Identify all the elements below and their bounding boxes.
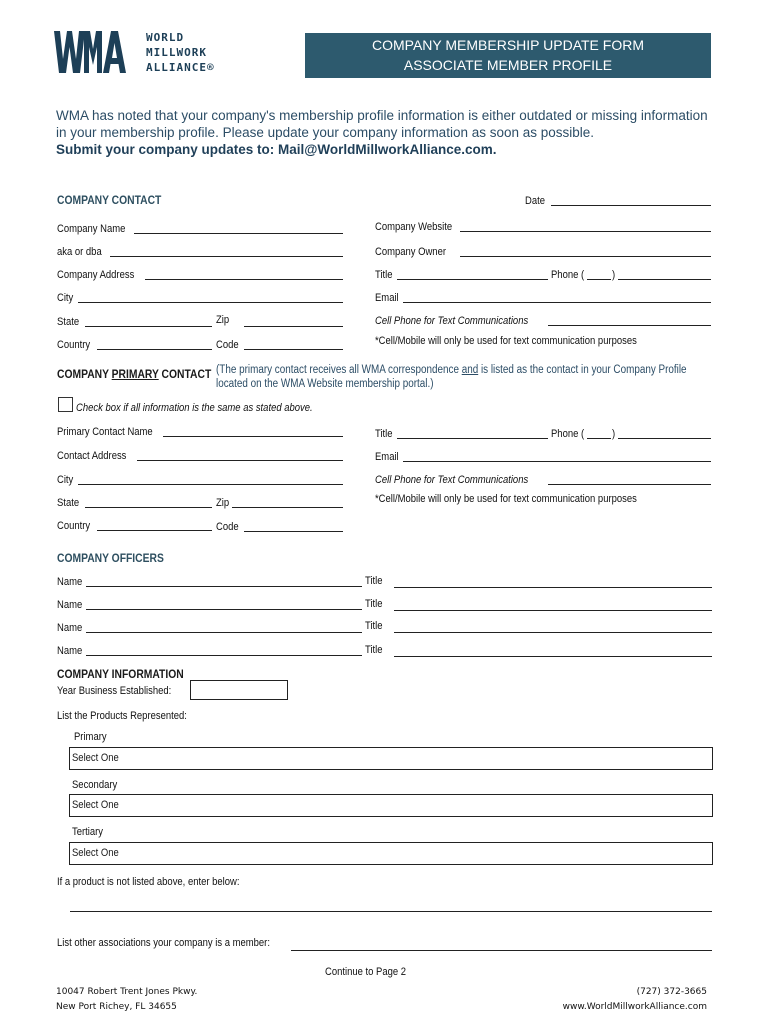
officer-3-name-field[interactable] bbox=[86, 632, 362, 633]
company-address-field[interactable] bbox=[145, 279, 343, 280]
company-owner-field[interactable] bbox=[460, 256, 711, 257]
logo-line-2: MILLWORK bbox=[146, 46, 207, 59]
title-label: Title bbox=[375, 269, 393, 281]
company-name-field[interactable] bbox=[134, 233, 343, 234]
footer-phone: (727) 372-3665 bbox=[636, 987, 707, 997]
date-field[interactable] bbox=[551, 205, 711, 206]
secondary-product-label: Secondary bbox=[72, 779, 118, 791]
submit-instructions: Submit your company updates to: Mail@WorldMillworkAlliance.com. bbox=[56, 142, 497, 157]
same-info-checkbox[interactable] bbox=[58, 397, 73, 412]
pc-email-field[interactable] bbox=[403, 461, 711, 462]
email-field[interactable] bbox=[403, 302, 711, 303]
company-contact-heading: COMPANY CONTACT bbox=[57, 193, 162, 207]
primary-product-label: Primary bbox=[74, 731, 107, 743]
pc-title-field[interactable] bbox=[397, 438, 548, 439]
footer-contact bbox=[530, 985, 707, 1015]
phone-area-code-field[interactable] bbox=[587, 279, 611, 280]
pc-cell-phone-field[interactable] bbox=[548, 484, 711, 485]
secondary-product-select[interactable] bbox=[69, 794, 713, 817]
country-field[interactable] bbox=[97, 349, 212, 350]
not-listed-field[interactable] bbox=[70, 911, 712, 912]
state-field[interactable] bbox=[85, 326, 212, 327]
primary-select-value: Select One bbox=[72, 752, 119, 764]
primary-heading-c: CONTACT bbox=[158, 367, 212, 381]
tertiary-product-select[interactable] bbox=[69, 842, 713, 865]
same-info-label: Check box if all information is the same as stated above. bbox=[76, 402, 313, 414]
company-address-label: Company Address bbox=[57, 269, 135, 281]
pc-title-label: Title bbox=[375, 428, 393, 440]
officer-1-title-field[interactable] bbox=[394, 587, 712, 588]
officer-2-title-label: Title bbox=[365, 598, 383, 610]
primary-contact-name-field[interactable] bbox=[163, 436, 343, 437]
officer-2-name-field[interactable] bbox=[86, 609, 362, 610]
wma-logo-icon bbox=[54, 31, 126, 73]
officer-1-name-label: Name bbox=[57, 576, 83, 588]
intro-text bbox=[56, 107, 716, 158]
pc-city-label: City bbox=[57, 474, 74, 486]
footer-address bbox=[56, 985, 197, 1015]
form-title-banner bbox=[305, 33, 711, 78]
continue-label: Continue to Page 2 bbox=[325, 966, 407, 978]
phone-paren: ) bbox=[612, 269, 616, 281]
officer-1-title-label: Title bbox=[365, 575, 383, 587]
note-a: (The primary contact receives all WMA correspondence bbox=[216, 364, 462, 376]
pc-city-field[interactable] bbox=[78, 484, 343, 485]
pc-phone-paren: ) bbox=[612, 428, 616, 440]
tertiary-product-label: Tertiary bbox=[72, 826, 104, 838]
not-listed-label: If a product is not listed above, enter below: bbox=[57, 876, 240, 888]
pc-state-label: State bbox=[57, 497, 80, 509]
city-field[interactable] bbox=[78, 302, 343, 303]
company-officers-heading: COMPANY OFFICERS bbox=[57, 551, 164, 565]
associations-field[interactable] bbox=[291, 950, 712, 951]
pc-zip-field[interactable] bbox=[232, 507, 343, 508]
zip-label: Zip bbox=[216, 314, 230, 326]
pc-state-field[interactable] bbox=[85, 507, 212, 508]
officer-4-name-field[interactable] bbox=[86, 655, 362, 656]
cell-phone-label: Cell Phone for Text Communications bbox=[375, 315, 529, 327]
zip-field[interactable] bbox=[244, 326, 343, 327]
company-name-label: Company Name bbox=[57, 223, 126, 235]
officer-2-name-label: Name bbox=[57, 599, 83, 611]
state-label: State bbox=[57, 316, 80, 328]
date-label: Date bbox=[525, 195, 545, 207]
code-label: Code bbox=[216, 339, 239, 351]
year-established-input[interactable] bbox=[190, 680, 288, 700]
primary-contact-note-2: located on the WMA Website membership portal.) bbox=[216, 378, 434, 390]
officer-1-name-field[interactable] bbox=[86, 586, 362, 587]
pc-cell-note: *Cell/Mobile will only be used for text communication purposes bbox=[375, 493, 637, 505]
primary-heading-a: COMPANY bbox=[57, 367, 112, 381]
pc-email-label: Email bbox=[375, 451, 399, 463]
cell-note: *Cell/Mobile will only be used for text communication purposes bbox=[375, 335, 637, 347]
pc-phone-field[interactable] bbox=[618, 438, 711, 439]
aka-field[interactable] bbox=[110, 256, 343, 257]
pc-code-label: Code bbox=[216, 521, 239, 533]
primary-product-select[interactable] bbox=[69, 747, 713, 770]
pc-phone-label: Phone ( bbox=[551, 428, 585, 440]
footer-website[interactable]: www.WorldMillworkAlliance.com bbox=[562, 1002, 707, 1012]
officer-4-title-label: Title bbox=[365, 644, 383, 656]
tertiary-select-value: Select One bbox=[72, 847, 119, 859]
cell-phone-field[interactable] bbox=[548, 325, 711, 326]
logo-line-3: ALLIANCE® bbox=[146, 61, 215, 74]
wma-logo-text bbox=[146, 30, 215, 75]
country-label: Country bbox=[57, 339, 91, 351]
pc-phone-area-code-field[interactable] bbox=[587, 438, 611, 439]
pc-country-label: Country bbox=[57, 520, 91, 532]
pc-country-field[interactable] bbox=[97, 530, 212, 531]
address-line-1: 10047 Robert Trent Jones Pkwy. bbox=[56, 987, 198, 997]
primary-contact-note bbox=[216, 364, 687, 376]
aka-label: aka or dba bbox=[57, 246, 102, 258]
year-established-label: Year Business Established: bbox=[57, 685, 172, 697]
title-field[interactable] bbox=[397, 279, 548, 280]
primary-contact-name-label: Primary Contact Name bbox=[57, 426, 153, 438]
officer-4-title-field[interactable] bbox=[394, 656, 712, 657]
officer-3-name-label: Name bbox=[57, 622, 83, 634]
phone-field[interactable] bbox=[618, 279, 711, 280]
company-website-field[interactable] bbox=[460, 231, 711, 232]
company-information-heading: COMPANY INFORMATION bbox=[57, 667, 184, 681]
primary-contact-heading bbox=[57, 367, 211, 381]
company-owner-label: Company Owner bbox=[375, 246, 446, 258]
form-subtitle: ASSOCIATE MEMBER PROFILE bbox=[403, 57, 613, 73]
pc-cell-phone-label: Cell Phone for Text Communications bbox=[375, 474, 529, 486]
phone-label: Phone ( bbox=[551, 269, 585, 281]
products-label: List the Products Represented: bbox=[57, 710, 187, 722]
code-field[interactable] bbox=[244, 349, 343, 350]
pc-code-field[interactable] bbox=[244, 531, 343, 532]
secondary-select-value: Select One bbox=[72, 799, 119, 811]
form-title: COMPANY MEMBERSHIP UPDATE FORM bbox=[372, 37, 644, 53]
contact-address-field[interactable] bbox=[137, 460, 343, 461]
officer-3-title-label: Title bbox=[365, 620, 383, 632]
primary-heading-b: PRIMARY bbox=[111, 367, 159, 381]
intro-paragraph: WMA has noted that your company's membership profile information is either outdated or missing information in your membership profile. Please update your company information as soon as possible. bbox=[56, 108, 708, 140]
city-label: City bbox=[57, 292, 74, 304]
contact-address-label: Contact Address bbox=[57, 450, 127, 462]
company-website-label: Company Website bbox=[375, 221, 453, 233]
officer-4-name-label: Name bbox=[57, 645, 83, 657]
note-b: is listed as the contact in your Company Profile bbox=[478, 364, 687, 376]
associations-label: List other associations your company is a member: bbox=[57, 937, 270, 949]
pc-zip-label: Zip bbox=[216, 497, 230, 509]
logo-line-1: WORLD bbox=[146, 31, 185, 44]
officer-2-title-field[interactable] bbox=[394, 610, 712, 611]
note-and: and bbox=[461, 364, 479, 376]
address-line-2: New Port Richey, FL 34655 bbox=[56, 1002, 177, 1012]
email-label: Email bbox=[375, 292, 399, 304]
officer-3-title-field[interactable] bbox=[394, 632, 712, 633]
